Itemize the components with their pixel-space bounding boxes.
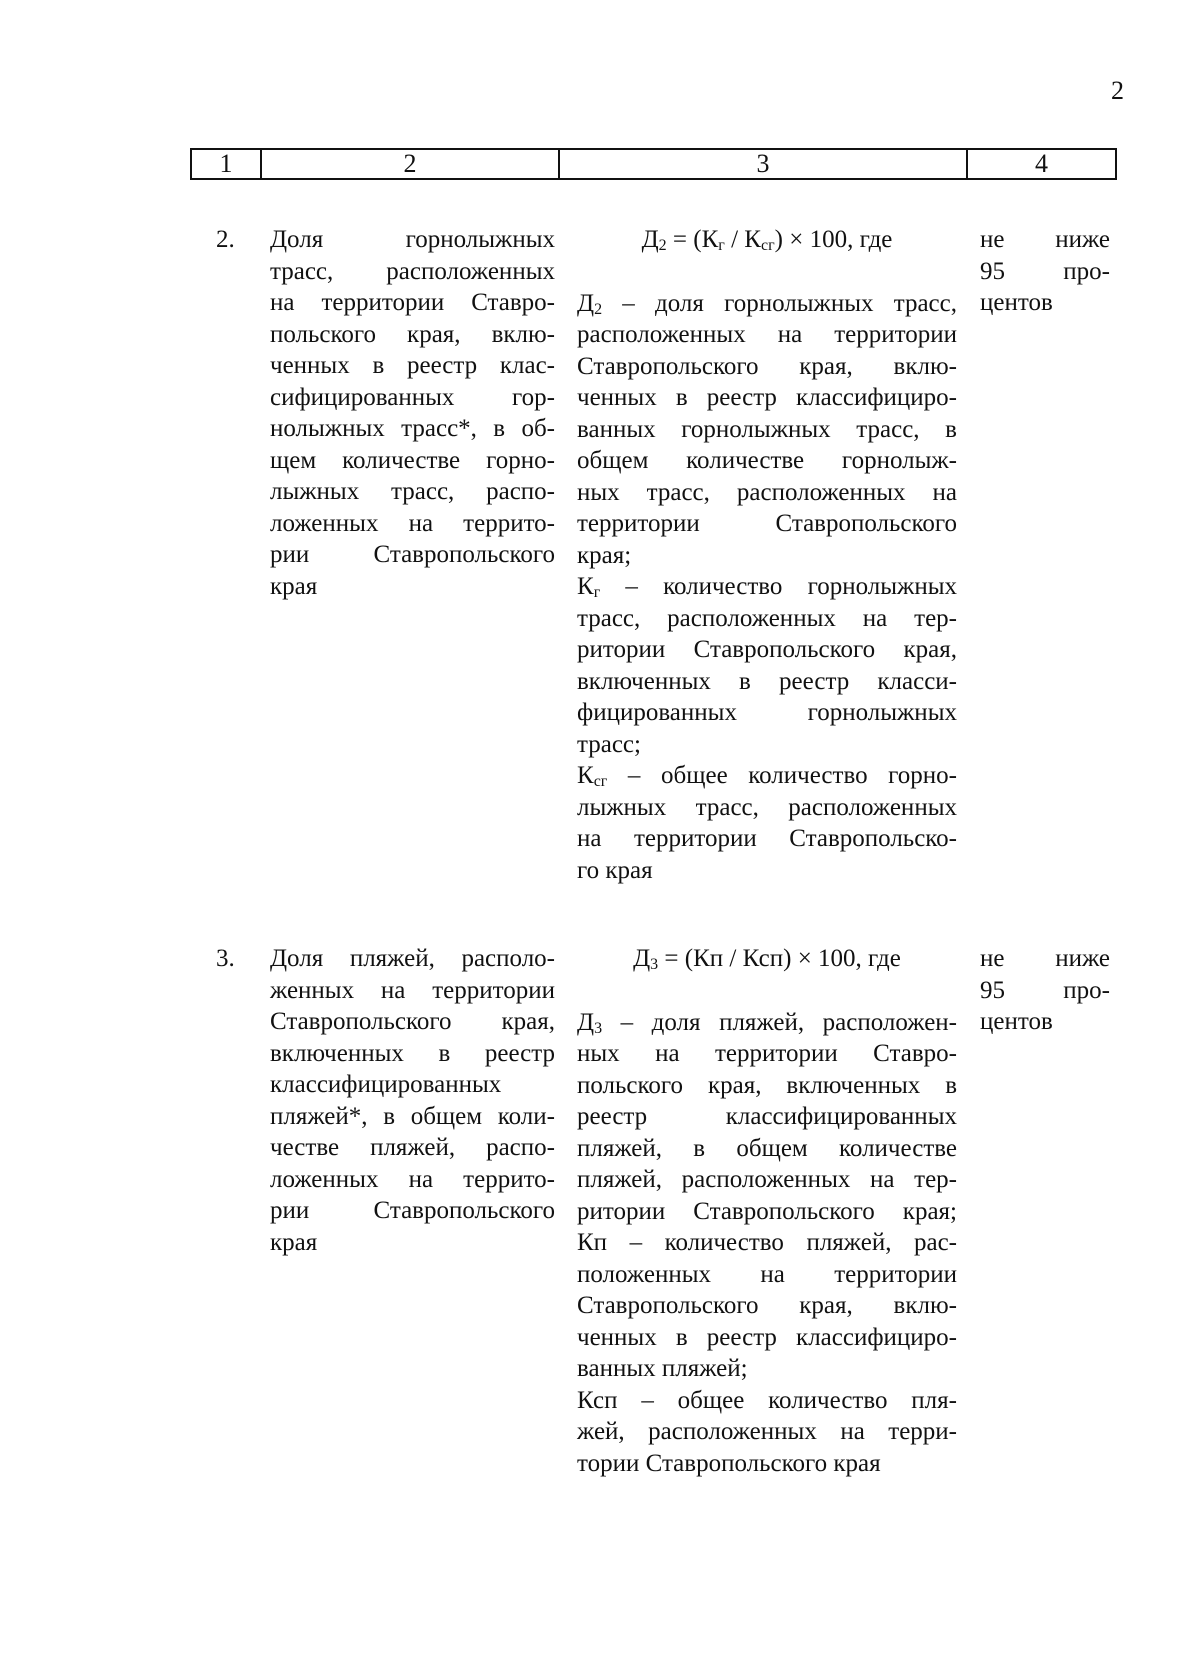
name-line: ченных в реестр клас- bbox=[270, 352, 555, 379]
definition-line: го края bbox=[577, 856, 653, 884]
name-line: пляжей*, в общем коли- bbox=[270, 1102, 555, 1130]
target-line: не ниже bbox=[980, 226, 1110, 253]
definition-line: положенных на территории bbox=[577, 1260, 957, 1288]
definition-line: Ксп – общее количество пля- bbox=[577, 1386, 957, 1414]
name-line: Доля горнолыжных bbox=[270, 226, 555, 253]
name-line: трасс, расположенных bbox=[270, 257, 555, 285]
definition-line: Ставропольского края, вклю- bbox=[577, 1292, 957, 1319]
name-line: ложенных на террито- bbox=[270, 1165, 555, 1193]
definition-line: включенных в реестр класси- bbox=[577, 667, 957, 695]
name-line: края bbox=[270, 572, 318, 600]
name-line: женных на территории bbox=[270, 976, 555, 1004]
formula: $Д_2 = (К_г / К_{сг}) \times 100$, где bbox=[641, 226, 893, 254]
name-line: нолыжных трасс*, в об- bbox=[270, 415, 555, 442]
definition-line: $Д_3$ – доля пляжей, расположен- bbox=[577, 1008, 957, 1037]
definition-line: $К_{сг}$ – общее количество горно- bbox=[577, 762, 957, 790]
definition-line: фицированных горнолыжных bbox=[577, 699, 957, 726]
definition-line: ных трасс, расположенных на bbox=[577, 478, 957, 506]
definition-line: Кп – количество пляжей, рас- bbox=[577, 1229, 957, 1256]
target-line: 95 про- bbox=[980, 257, 1110, 285]
indicator-name bbox=[270, 224, 555, 602]
definition-line: ченных в реестр классифициро- bbox=[577, 1323, 957, 1351]
target-value bbox=[980, 943, 1110, 1038]
definition-line: пляжей, в общем количестве bbox=[577, 1134, 957, 1162]
name-line: включенных в реестр bbox=[270, 1039, 555, 1067]
name-line: края bbox=[270, 1228, 318, 1256]
name-line: Ставропольского края, bbox=[270, 1008, 555, 1035]
definition-line: территории Ставропольского bbox=[577, 510, 957, 537]
definition-line: на территории Ставропольско- bbox=[577, 825, 957, 852]
formula: $Д_3 = (Кп / Ксп) \times 100$, где bbox=[633, 945, 901, 973]
name-line: ложенных на террито- bbox=[270, 509, 555, 537]
definition-line: края; bbox=[577, 541, 632, 569]
name-line: честве пляжей, распо- bbox=[270, 1134, 555, 1161]
name-line: классифицированных bbox=[270, 1071, 502, 1098]
name-line: Доля пляжей, располо- bbox=[270, 945, 555, 972]
definition-line: ванных пляжей; bbox=[577, 1355, 748, 1382]
definition-line: тории Ставропольского края bbox=[577, 1449, 881, 1477]
definition-line: ритории Ставропольского края, bbox=[577, 636, 957, 663]
target-line: центов bbox=[980, 1008, 1053, 1035]
page-number: 2 bbox=[1111, 76, 1124, 105]
definition-line: расположенных на территории bbox=[577, 321, 957, 348]
definition-line: Ставропольского края, вклю- bbox=[577, 352, 957, 380]
definition-line: общем количестве горнолыж- bbox=[577, 447, 957, 474]
definition-line: $Д_2$ – доля горнолыжных трасс, bbox=[577, 289, 957, 318]
header-cell-4: 4 bbox=[1035, 149, 1048, 178]
definition-line: $К_г$ – количество горнолыжных bbox=[577, 573, 957, 601]
name-line: рии Ставропольского bbox=[270, 541, 555, 568]
definition-line: ченных в реестр классифициро- bbox=[577, 384, 957, 411]
definition-line: пляжей, расположенных на тер- bbox=[577, 1166, 957, 1193]
header-cell-3: 3 bbox=[560, 150, 968, 178]
name-line: польского края, вклю- bbox=[270, 320, 555, 348]
definition-line: реестр классифицированных bbox=[577, 1103, 957, 1130]
name-line: сифицированных гор- bbox=[270, 383, 555, 411]
target-value bbox=[980, 224, 1110, 319]
table-header-row bbox=[190, 148, 1117, 180]
name-line: щем количестве горно- bbox=[270, 446, 555, 474]
target-line: 95 про- bbox=[980, 976, 1110, 1004]
indicator-name bbox=[270, 943, 555, 1258]
name-line: лыжных трасс, распо- bbox=[270, 478, 555, 505]
target-line: центов bbox=[980, 289, 1053, 316]
definition-line: трасс; bbox=[577, 730, 641, 758]
definition-line: ных на территории Ставро- bbox=[577, 1040, 957, 1067]
definition-line: трасс, расположенных на тер- bbox=[577, 604, 957, 632]
row-number: 2. bbox=[216, 226, 235, 253]
calculation-method bbox=[577, 943, 957, 1479]
definition-line: польского края, включенных в bbox=[577, 1071, 957, 1099]
header-cell-1: 1 bbox=[192, 150, 262, 178]
name-line: рии Ставропольского bbox=[270, 1197, 555, 1224]
row-number: 3. bbox=[216, 945, 235, 972]
definition-line: ванных горнолыжных трасс, в bbox=[577, 415, 957, 443]
calculation-method bbox=[577, 224, 957, 886]
name-line: на территории Ставро- bbox=[270, 289, 555, 316]
target-line: не ниже bbox=[980, 945, 1110, 972]
definition-line: лыжных трасс, расположенных bbox=[577, 793, 957, 821]
definition-line: ритории Ставропольского края; bbox=[577, 1197, 957, 1225]
definition-line: жей, расположенных на терри- bbox=[577, 1418, 957, 1445]
header-cell-2: 2 bbox=[262, 150, 560, 178]
